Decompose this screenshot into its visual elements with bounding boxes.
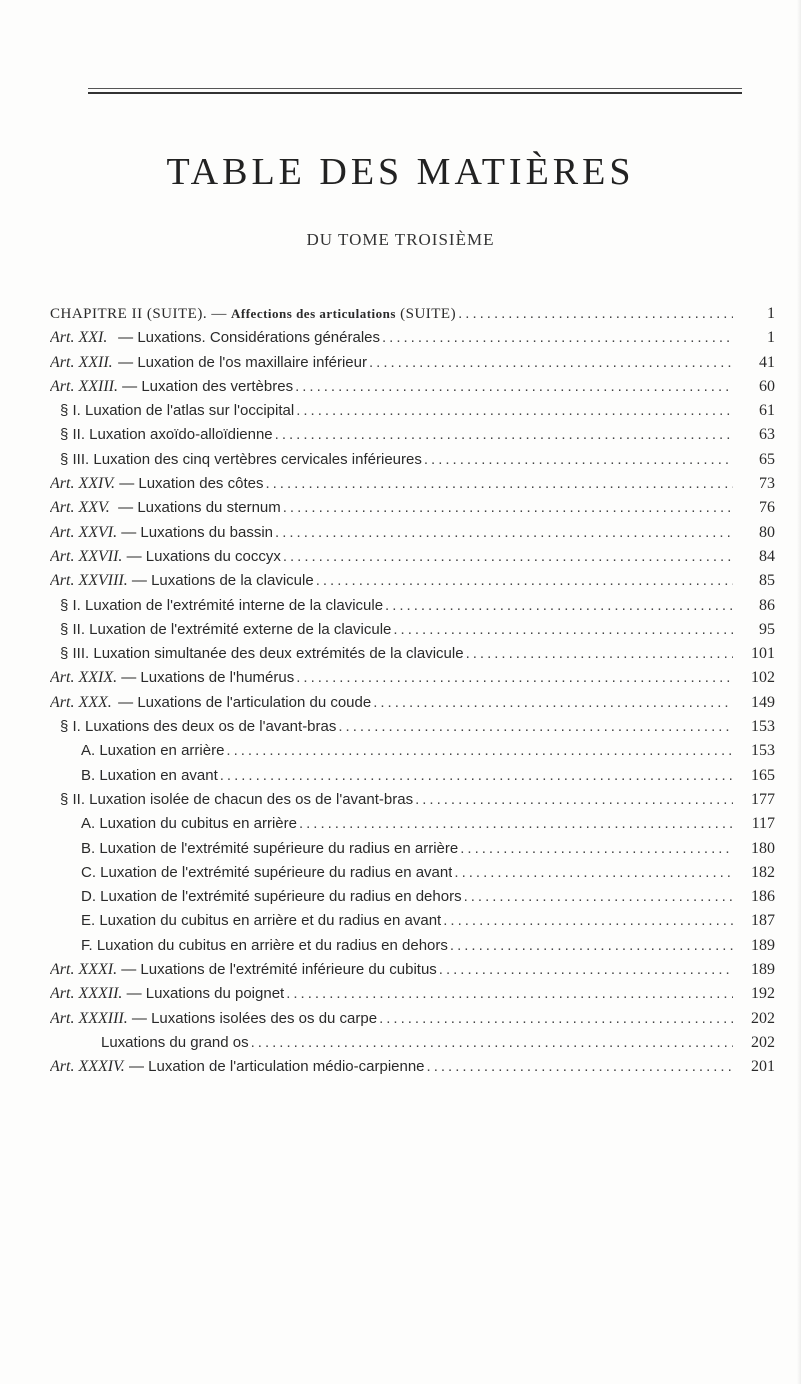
toc-entry-row	[50, 815, 775, 839]
page-number: 187	[751, 912, 775, 930]
toc-entry-row	[50, 961, 775, 985]
toc-entry-label	[81, 742, 224, 759]
toc-entry-row	[50, 621, 775, 645]
page-number: 1	[767, 305, 775, 322]
article-number: Art. XXVI.	[50, 523, 118, 541]
toc-entry-row	[50, 475, 775, 499]
page-number: 61	[759, 402, 775, 420]
dot-leader	[393, 621, 733, 638]
page-number: 153	[751, 742, 775, 760]
page-number: 41	[759, 353, 775, 371]
toc-entry-row	[50, 864, 775, 888]
toc-entry-label	[50, 329, 380, 347]
toc-entry-label	[60, 597, 383, 614]
entry-title: — Luxation des côtes	[119, 475, 264, 493]
toc-chapter-row	[50, 305, 775, 329]
toc-entry-label	[50, 354, 367, 372]
dot-leader	[385, 597, 733, 614]
toc-entry-row	[50, 499, 775, 523]
toc-entry-row	[50, 451, 775, 475]
dot-leader	[466, 645, 733, 662]
chapter-title: Affections des articulations	[231, 306, 396, 321]
toc-entry-row	[50, 985, 775, 1009]
entry-title: — Luxations du poignet	[126, 985, 285, 1003]
page-number: 95	[759, 620, 775, 638]
page-number: 63	[759, 426, 775, 444]
toc-entry-row	[50, 669, 775, 693]
article-number: Art. XXIV.	[50, 475, 116, 493]
article-number: Art. XXIX.	[50, 669, 118, 687]
dot-leader	[296, 402, 733, 419]
page-number: 73	[759, 475, 775, 493]
toc-entry-label	[50, 524, 273, 542]
page-subtitle: DU TOME TROISIÈME	[306, 230, 495, 249]
entry-title: D. Luxation de l'extrémité supérieure du radius en dehors	[81, 888, 462, 906]
dot-leader	[299, 815, 733, 832]
toc-entry-row	[50, 742, 775, 766]
chapter-label	[50, 305, 456, 323]
toc-entry-row	[50, 791, 775, 815]
dot-leader	[439, 961, 733, 978]
toc-entry-label	[81, 864, 452, 881]
entry-title: — Luxations de la clavicule	[131, 572, 314, 590]
page-number: 189	[751, 961, 775, 979]
toc-entry-label	[81, 888, 462, 905]
entry-title: § I. Luxations des deux os de l'avant-bras	[60, 718, 337, 736]
page-number: 153	[751, 718, 775, 736]
page-number: 60	[759, 377, 775, 395]
page-number: 117	[751, 815, 775, 833]
page-edge-shadow	[797, 0, 801, 1384]
entry-title: § III. Luxation simultanée des deux extrémités de la clavicule	[60, 645, 464, 663]
dot-leader	[226, 742, 733, 759]
toc-entry-row	[50, 572, 775, 596]
page-number: 182	[751, 863, 775, 881]
page-number: 177	[751, 790, 775, 808]
entry-title: — Luxation de l'os maxillaire inférieur	[118, 353, 367, 371]
entry-title: — Luxation des vertèbres	[122, 377, 294, 395]
dot-leader	[283, 548, 733, 565]
toc-entry-row	[50, 329, 775, 353]
entry-title: — Luxations. Considérations générales	[118, 329, 380, 347]
page-number: 65	[759, 450, 775, 468]
toc-entry-row	[50, 718, 775, 742]
toc-entry-label	[60, 791, 413, 808]
page-number: 165	[751, 766, 775, 784]
dot-leader	[373, 694, 733, 711]
toc-entry-row	[50, 524, 775, 548]
article-number: Art. XXXIII.	[50, 1009, 128, 1027]
dot-leader	[454, 864, 733, 881]
entry-title: — Luxations du sternum	[118, 499, 281, 517]
dot-leader	[265, 475, 733, 492]
page-number: 101	[751, 645, 775, 663]
toc-entry-row	[50, 1010, 775, 1034]
page-title: TABLE DES MATIÈRES	[166, 151, 635, 193]
toc-entry-label	[60, 402, 294, 419]
article-number: Art. XXV.	[50, 499, 110, 517]
toc-entry-label	[60, 426, 273, 443]
entry-title: C. Luxation de l'extrémité supérieure du radius en avant	[81, 863, 453, 881]
toc-entry-label	[50, 669, 294, 687]
page-number: 192	[751, 985, 775, 1003]
article-number: Art. XXIII.	[50, 377, 118, 395]
dot-leader	[251, 1034, 733, 1051]
toc-entry-label	[50, 572, 314, 590]
dot-leader	[275, 524, 733, 541]
page-number: 80	[759, 523, 775, 541]
toc-entry-row	[50, 645, 775, 669]
dot-leader	[460, 840, 733, 857]
entry-title: — Luxations de l'articulation du coude	[118, 693, 372, 711]
toc-entry-label	[60, 645, 464, 662]
toc-entry-row	[50, 597, 775, 621]
article-number: Art. XXII.	[50, 353, 113, 371]
dot-leader	[296, 669, 733, 686]
dot-leader	[379, 1010, 733, 1027]
toc-entry-row	[50, 1058, 775, 1082]
entry-title: A. Luxation en arrière	[81, 742, 225, 760]
toc-entry-label	[60, 718, 336, 735]
toc-entry-label	[81, 815, 297, 832]
article-number: Art. XXX.	[50, 693, 112, 711]
chapter-suffix: (SUITE)	[400, 306, 457, 322]
toc-entry-row	[50, 694, 775, 718]
article-number: Art. XXXII.	[50, 985, 123, 1003]
article-number: Art. XXVII.	[50, 547, 123, 565]
chapter-prefix: CHAPITRE II (SUITE). —	[50, 306, 227, 322]
toc-entry-row	[50, 840, 775, 864]
dot-leader	[286, 985, 733, 1002]
dot-leader	[369, 354, 733, 371]
article-number: Art. XXXIV.	[50, 1058, 125, 1076]
page-number: 85	[759, 572, 775, 590]
top-rule-thin	[88, 88, 742, 89]
page-number: 202	[751, 1033, 775, 1051]
toc-entry-label	[50, 1058, 425, 1076]
page-number: 149	[751, 693, 775, 711]
dot-leader	[338, 718, 733, 735]
toc-entry-row	[50, 767, 775, 791]
toc-entry-label	[50, 548, 281, 566]
toc-entry-row	[50, 937, 775, 961]
toc-entry-label	[81, 937, 448, 954]
dot-leader	[427, 1058, 733, 1075]
entry-title: § III. Luxation des cinq vertèbres cervicales inférieures	[60, 450, 422, 468]
page-number: 180	[751, 839, 775, 857]
entry-title: — Luxations du coccyx	[126, 547, 281, 565]
dot-leader	[443, 912, 733, 929]
toc-entry-row	[50, 912, 775, 936]
dot-leader	[424, 451, 733, 468]
page-number: 202	[751, 1009, 775, 1027]
page-number: 102	[751, 669, 775, 687]
page-number: 76	[759, 499, 775, 517]
article-number: Art. XXXI.	[50, 961, 118, 979]
dot-leader	[464, 888, 733, 905]
toc-entry-label	[81, 840, 458, 857]
toc-entry-label	[50, 694, 371, 712]
entry-title: — Luxations du bassin	[121, 523, 274, 541]
dot-leader	[275, 426, 733, 443]
dot-leader	[220, 767, 733, 784]
entry-title: — Luxations de l'humérus	[121, 669, 295, 687]
toc-entry-row	[50, 378, 775, 402]
table-of-contents	[50, 305, 775, 1083]
dot-leader	[316, 572, 733, 589]
dot-leader	[458, 305, 733, 322]
entry-title: § I. Luxation de l'atlas sur l'occipital	[60, 402, 295, 420]
entry-title: — Luxations isolées des os du carpe	[131, 1009, 378, 1027]
page-number: 186	[751, 888, 775, 906]
page-number: 1	[767, 329, 775, 347]
dot-leader	[415, 791, 733, 808]
entry-title: § II. Luxation axoïdo-alloïdienne	[60, 426, 273, 444]
dot-leader	[295, 378, 733, 395]
entry-title: A. Luxation du cubitus en arrière	[81, 815, 297, 833]
page-number: 86	[759, 596, 775, 614]
toc-entries	[50, 329, 775, 1082]
toc-entry-label	[60, 621, 391, 638]
toc-entry-label	[101, 1034, 249, 1051]
entry-title: B. Luxation en avant	[81, 766, 218, 784]
toc-entry-row	[50, 402, 775, 426]
entry-title: F. Luxation du cubitus en arrière et du radius en dehors	[81, 936, 448, 954]
toc-entry-row	[50, 354, 775, 378]
page-number: 189	[751, 936, 775, 954]
entry-title: § II. Luxation de l'extrémité externe de la clavicule	[60, 620, 392, 638]
toc-entry-label	[50, 961, 437, 979]
dot-leader	[450, 937, 733, 954]
toc-entry-row	[50, 426, 775, 450]
toc-entry-label	[81, 767, 218, 784]
toc-entry-label	[50, 475, 263, 493]
page-number: 84	[759, 547, 775, 565]
toc-entry-label	[50, 499, 281, 517]
entry-title: § I. Luxation de l'extrémité interne de la clavicule	[60, 596, 384, 614]
entry-title: — Luxation de l'articulation médio-carpienne	[128, 1058, 425, 1076]
entry-title: Luxations du grand os	[101, 1033, 249, 1051]
dot-leader	[382, 329, 733, 346]
toc-entry-label	[50, 378, 293, 396]
toc-entry-label	[50, 985, 284, 1003]
toc-entry-label	[81, 912, 441, 929]
article-number: Art. XXVIII.	[50, 572, 128, 590]
page-number: 201	[751, 1058, 775, 1076]
entry-title: — Luxations de l'extrémité inférieure du cubitus	[121, 961, 437, 979]
top-rule-thick	[88, 92, 742, 94]
dot-leader	[283, 499, 733, 516]
article-number: Art. XXI.	[50, 329, 108, 347]
toc-entry-label	[50, 1010, 377, 1028]
toc-entry-row	[50, 888, 775, 912]
entry-title: B. Luxation de l'extrémité supérieure du radius en arrière	[81, 839, 459, 857]
entry-title: § II. Luxation isolée de chacun des os de l'avant-bras	[60, 790, 414, 808]
toc-entry-row	[50, 1034, 775, 1058]
toc-entry-row	[50, 548, 775, 572]
entry-title: E. Luxation du cubitus en arrière et du radius en avant	[81, 912, 442, 930]
toc-entry-label	[60, 451, 422, 468]
